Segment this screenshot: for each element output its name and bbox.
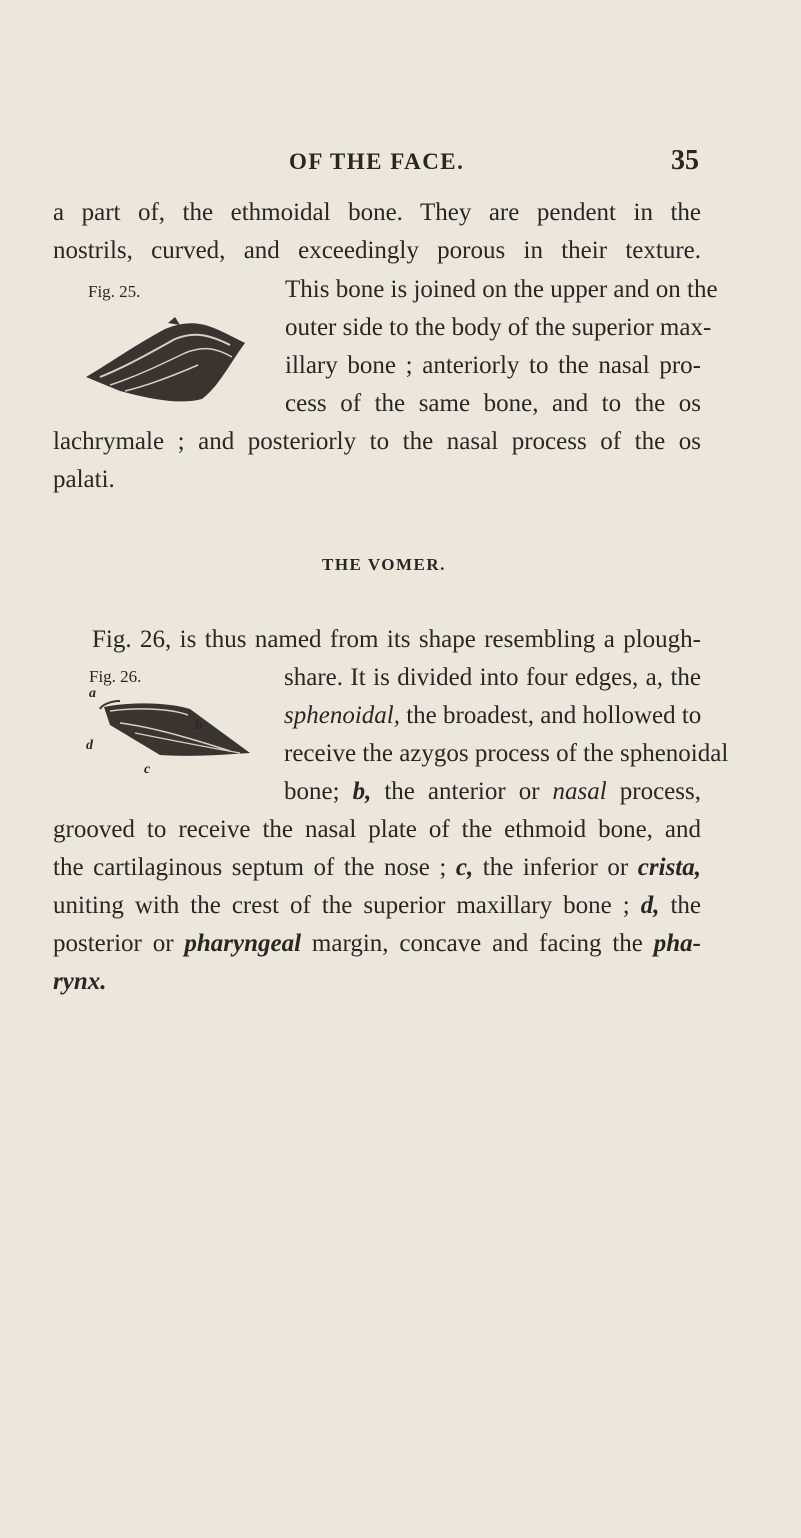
- vomer-text-line-10: [53, 968, 106, 996]
- vomer-text-line-6: grooved to receive the nasal plate of the ethmoid bone, and: [53, 816, 701, 843]
- vomer-text-line-1: Fig. 26, is thus named from its shape resembling a plough-: [92, 626, 701, 653]
- text-posterior: posterior or: [53, 930, 185, 957]
- fig-25-turbinated-bone-illustration: [80, 315, 265, 410]
- text-anterior: the anterior or: [371, 778, 553, 805]
- term-crista: crista,: [637, 854, 701, 881]
- letter-b-ref: b,: [352, 778, 372, 805]
- fig-26-letter-d: d: [86, 738, 93, 753]
- term-pharynx-part1: pha-: [653, 930, 701, 957]
- text-line-6: cess of the same bone, and to the os: [285, 390, 701, 417]
- vomer-text-line-9: [53, 930, 701, 958]
- vomer-text-line-4: receive the azygos process of the sphenoidal: [284, 740, 729, 767]
- text-inferior: the inferior or: [473, 854, 638, 881]
- vomer-text-line-3: [284, 702, 701, 730]
- text-uniting: uniting with the crest of the superior maxillary bone ;: [53, 892, 641, 919]
- figure-26-label: Fig. 26.: [89, 667, 142, 686]
- fig-26-vomer-illustration: [80, 695, 270, 775]
- vomer-text-line-3-rest: the broadest, and hollowed to: [399, 702, 702, 729]
- fig-26-letter-c: c: [144, 762, 151, 777]
- term-pharyngeal: pharyngeal: [184, 930, 302, 957]
- text-line-7: lachrymale ; and posteriorly to the nasal process of the os: [53, 428, 701, 455]
- text-line-5: illary bone ; anteriorly to the nasal pro-: [285, 352, 701, 379]
- page-number: 35: [671, 145, 699, 176]
- vomer-text-line-7: [53, 854, 701, 882]
- term-pharynx-part2: rynx.: [53, 968, 107, 995]
- text-process: process,: [606, 778, 701, 805]
- text-line-2: nostrils, curved, and exceedingly porous in their texture.: [53, 237, 701, 264]
- letter-c-ref: c,: [455, 854, 474, 881]
- text-line-4: outer side to the body of the superior max-: [285, 314, 712, 341]
- text-margin: margin, concave and facing the: [301, 930, 654, 957]
- text-line-8: palati.: [53, 466, 115, 493]
- fig-26-letter-b: b: [195, 718, 202, 733]
- figure-25-label: Fig. 25.: [88, 282, 141, 301]
- vomer-text-line-5: [284, 778, 701, 806]
- section-heading-vomer: THE VOMER.: [322, 555, 446, 574]
- letter-d-ref: d,: [640, 892, 660, 919]
- text-septum: the cartilaginous septum of the nose ;: [53, 854, 456, 881]
- running-header: OF THE FACE.: [289, 149, 465, 174]
- term-nasal: nasal: [552, 778, 607, 805]
- text-bone: bone;: [284, 778, 353, 805]
- text-line-3: This bone is joined on the upper and on the: [285, 276, 718, 303]
- fig-26-letter-a: a: [89, 686, 96, 701]
- term-sphenoidal: sphenoidal,: [284, 702, 400, 729]
- text-line-1: a part of, the ethmoidal bone. They are pendent in the: [53, 199, 701, 226]
- vomer-text-line-2: share. It is divided into four edges, a, the: [284, 664, 701, 691]
- vomer-text-line-8: [53, 892, 701, 920]
- text-the: the: [659, 892, 701, 919]
